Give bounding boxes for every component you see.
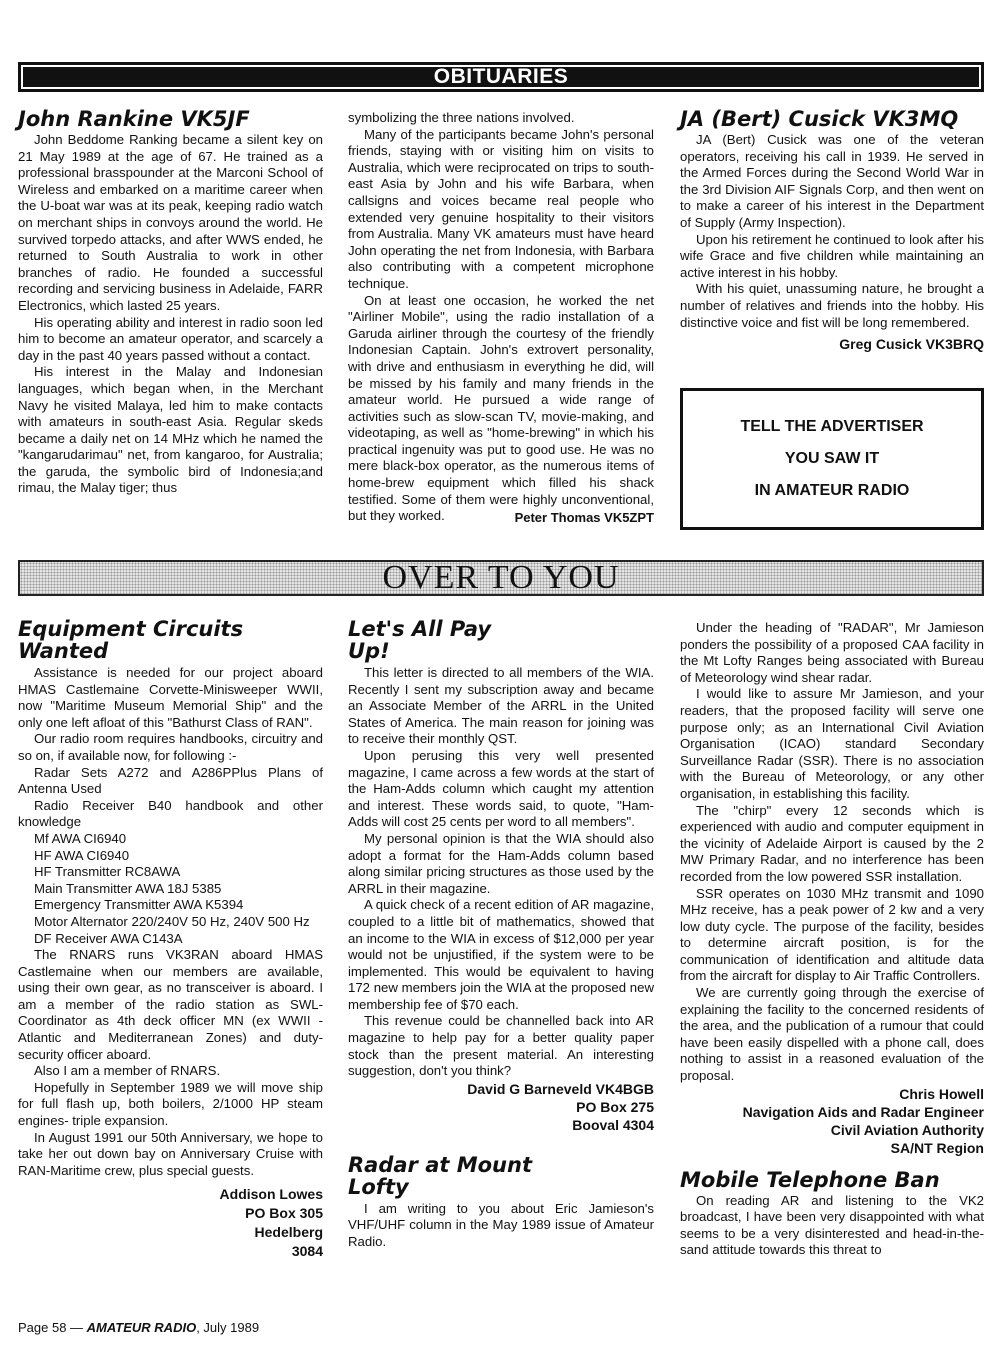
equipment-item: Emergency Transmitter AWA K5394 — [34, 897, 244, 913]
equipment-title — [18, 618, 323, 662]
equipment-title-line1: Equipment Circuits — [18, 617, 244, 641]
paragraph: JA (Bert) Cusick was one of the veteran operators, receiving his call in 1939. He served in the Armed Forces during the Second World War in the 3rd Division AIF Signals Corp, and then went on to make a career of his interest in the Department of Supply (Army Inspection). — [680, 132, 984, 230]
signature-line: Chris Howell — [899, 1085, 984, 1102]
paragraph: With his quiet, unassuming nature, he brought a number of relatives and friends into the hobby. His distinctive voice and fist will be long remembered. — [680, 281, 984, 330]
radar-reply-column — [680, 620, 984, 1259]
paragraph: My personal opinion is that the WIA should also adopt a format for the Ham-Adds column based along similar pricing structures as those used by the ARRL in their magazine. — [348, 830, 654, 896]
signature-line: Booval 4304 — [572, 1116, 654, 1133]
paragraph: On at least one occasion, he worked the net "Airliner Mobile", using the radio installation of a Garuda airliner through the courtesy of the friendly Indonesian Captain. John's extrovert personality, with drive and enthusiasm in everything he did, will be missed by his family and many friends in the amateur world. He pursued a wide range of activities such as slow-scan TV, movie-making, and videotaping, as well as "home-brewing" in which his practical ingenuity was put to good use. He was no mere black-box operator, as the numerous items of home-brew equipment which filled his shack testified. Some of them were highly unconventional, but they worked. — [348, 292, 654, 524]
paragraph: Our radio room requires handbooks, circuitry and so on, if available now, for following :- — [18, 731, 323, 763]
footer-date: , July 1989 — [196, 1320, 260, 1335]
paragraph: A quick check of a recent edition of AR magazine, coupled to a little bit of mathematics, showed that an income to the WIA in excess of $12,000 per year would not be unjustified, if the system were to be implemented. This would be equivalent to having 172 new members join the WIA at the proposed new membership fee of $70 each. — [348, 897, 654, 1012]
rankine-column — [18, 108, 323, 497]
paragraph: This letter is directed to all members of the WIA. Recently I sent my subscription away and became an Associate Member of the ARRL in the United States of America. The main reason for joining was to receive their monthly QST. — [348, 665, 654, 747]
equipment-item: Main Transmitter AWA 18J 5385 — [34, 880, 222, 896]
rankine-continued-column — [348, 110, 654, 527]
paragraph: Upon his retirement he continued to look after his wife Grace and five children while maintaining an active interest in his hobby. — [680, 231, 984, 280]
paragraph: In August 1991 our 50th Anniversary, we hope to take her out down bay on Anniversary Cruise with RAN-Maritime crew, plus special guests. — [18, 1129, 323, 1178]
paragraph: Also I am a member of RNARS. — [34, 1063, 221, 1079]
rankine-signature: Peter Thomas VK5ZPT — [514, 509, 654, 525]
advertiser-box — [680, 388, 984, 530]
paragraph: His interest in the Malay and Indonesian languages, which began when, in the Merchant Navy he visited Malaya, led him to make contacts with amateurs in south-east Asia. Regular skeds became a daily net on 14 MHz which he named the "kangarudarimau" net, from kangaroo, for Australia; the garuda, the symbolic bird of Indonesia;and rimau, the Malay tiger; thus — [18, 364, 323, 496]
letspay-title-line1: Let's All Pay — [348, 617, 492, 641]
over-to-you-heading: OVER TO YOU — [382, 559, 620, 596]
equipment-item: Mf AWA CI6940 — [34, 830, 127, 846]
advert-line: TELL THE ADVERTISER — [740, 418, 924, 435]
paragraph: Assistance is needed for our project aboard HMAS Castlemaine Corvette-Minisweeper WWII, now "Maritime Museum Memorial Ship" and the only one left afloat of this "Bathurst Class of RAN". — [18, 665, 323, 730]
letspay-title — [348, 618, 654, 662]
equipment-column — [18, 618, 323, 1261]
paragraph: The "chirp" every 12 seconds which is experienced with audio and computer equipment in the vicinity of Adelaide Airport is caused by the 2 MW Primary Radar, and no interference has been recorded from the low powered SSR installation. — [680, 802, 984, 884]
advert-line: YOU SAW IT — [784, 450, 880, 467]
paragraph: Under the heading of "RADAR", Mr Jamieson ponders the possibility of a proposed CAA facility in the Mt Lofty Ranges being associated with Bureau of Meteorology wind shear radar. — [680, 620, 984, 685]
paragraph: We are currently going through the exercise of explaining the facility to the concerned residents of the area, and the publication of a rumour that could have been easily dispelled with a phone call, does nothing to assist in a reasoned evaluation of the proposal. — [680, 985, 984, 1084]
equipment-item: HF Transmitter RC8AWA — [34, 864, 181, 880]
paragraph: The RNARS runs VK3RAN aboard HMAS Castlemaine when our members are available, using their own gear, as no transceiver is aboard. I am a member of the radio station as SWL-Coordinator as 4th deck officer MN (ex WWII - Atlantic and Mediterranean Zones) and duty-security officer aboard. — [18, 947, 323, 1062]
paragraph: His operating ability and interest in radio soon led him to become an amateur operator, and scarcely a day in the past 40 years passed without a contact. — [18, 314, 323, 363]
paragraph: DF Receiver AWA C143A — [34, 930, 183, 946]
letspay-column — [348, 618, 654, 1251]
signature-line: Hedelberg — [254, 1224, 323, 1241]
paragraph: Motor Alternator 220/240V 50 Hz, 240V 500 Hz — [34, 913, 310, 929]
paragraph: Upon perusing this very well presented magazine, I came across a few words at the start of the Ham-Adds column which caught my attention and interest. These words said, to quote, "Ham-Adds will cost 25 cents per word to all members". — [348, 747, 654, 830]
letspay-title-line2: Up! — [348, 639, 390, 663]
page-footer — [18, 1320, 259, 1335]
paragraph: symbolizing the three nations involved. — [348, 110, 575, 125]
paragraph: Hopefully in September 1989 we will move ship for full flash up, both boilers, 2/1000 HP steam engines- triple expansion. — [18, 1079, 323, 1129]
paragraph: Radar Sets A272 and A286PPlus Plans of Antenna Used — [18, 764, 323, 797]
radar-lofty-title-line1: Radar at Mount — [348, 1152, 532, 1177]
equipment-title-line2: Wanted — [18, 639, 109, 663]
paragraph: This revenue could be channelled back into AR magazine to help pay for a better quality paper stock than the present material. An interesting suggestion, don't you think? — [348, 1013, 654, 1079]
paragraph: I am writing to you about Eric Jamieson's VHF/UHF column in the May 1989 issue of Amateur Radio. — [348, 1200, 654, 1250]
over-to-you-banner — [18, 560, 984, 596]
signature-line: SA/NT Region — [890, 1139, 984, 1156]
paragraph: Many of the participants became John's personal friends, staying with or visiting him on visits to Australia, which were reciprocated on trips to south-east Asia by John and his wife Barbara, when callsigns and voices became real people who extended very genuine hospitality to their visitors from Australia. Many VK amateurs must have heard John operating the net from Indonesia, with Barbara also contributing with a competent microphone technique. — [348, 126, 654, 291]
radar-lofty-title-line2: Lofty — [348, 1174, 409, 1199]
obituaries-banner — [18, 62, 984, 92]
paragraph: Radio Receiver B40 handbook and other knowledge — [18, 797, 323, 830]
signature-line: PO Box 305 — [245, 1205, 323, 1222]
cusick-signature: Greg Cusick VK3BRQ — [839, 336, 984, 353]
letspay-signature — [348, 1080, 654, 1134]
signature-line: PO Box 275 — [576, 1098, 654, 1115]
radar-lofty-title — [348, 1154, 654, 1198]
signature-line: Navigation Aids and Radar Engineer — [742, 1103, 984, 1120]
paragraph: John Beddome Ranking became a silent key on 21 May 1989 at the age of 67. He trained as a professional brasspounder at the Marconi School of Wireless and embarked on a maritime career when the U-boat war was at its peak, keeping radio watch on merchant ships in convoys around the world. He survived torpedo attacks, and after WWS ended, he returned to South Australia to work in other branches of radio. He founded a successful recording and servicing business in Adelaide, FARR Electronics, which lasted 25 years. — [18, 132, 323, 313]
paragraph: On reading AR and listening to the VK2 broadcast, I have been very disappointed with what seems to be a very disinterested and head-in-the-sand attitude towards this threat to — [680, 1192, 984, 1258]
cusick-title: JA (Bert) Cusick VK3MQ — [680, 107, 959, 131]
obituaries-heading: OBITUARIES — [433, 65, 569, 88]
paragraph: SSR operates on 1030 MHz transmit and 1090 MHz receive, has a peak power of 2 kw and a very low duty cycle. The purpose of the facility, besides to determine aircraft position, is for the communication of identification and altitude data from the aircraft for display to Air Traffic Controllers. — [680, 885, 984, 984]
footer-publication: AMATEUR RADIO — [86, 1320, 197, 1335]
radar-reply-signature — [680, 1085, 984, 1157]
mobile-ban-title: Mobile Telephone Ban — [680, 1167, 940, 1192]
advert-line: IN AMATEUR RADIO — [754, 482, 910, 499]
signature-line: 3084 — [291, 1243, 323, 1260]
equipment-item: HF AWA CI6940 — [34, 847, 130, 863]
equipment-signature — [18, 1185, 323, 1261]
signature-line: Addison Lowes — [219, 1186, 323, 1203]
cusick-column — [680, 108, 984, 353]
signature-line: David G Barneveld VK4BGB — [467, 1080, 654, 1097]
footer-prefix: Page 58 — — [18, 1320, 87, 1335]
signature-line: Civil Aviation Authority — [830, 1121, 984, 1138]
rankine-title: John Rankine VK5JF — [18, 107, 250, 131]
paragraph: I would like to assure Mr Jamieson, and your readers, that the proposed facility will serve one purpose only; as an International Civil Aviation Organisation (ICAO) standard Secondary Surveillance Radar (SSR). There is no association with the Bureau of Meteorology, or any other organisation, in establishing this facility. — [680, 686, 984, 801]
